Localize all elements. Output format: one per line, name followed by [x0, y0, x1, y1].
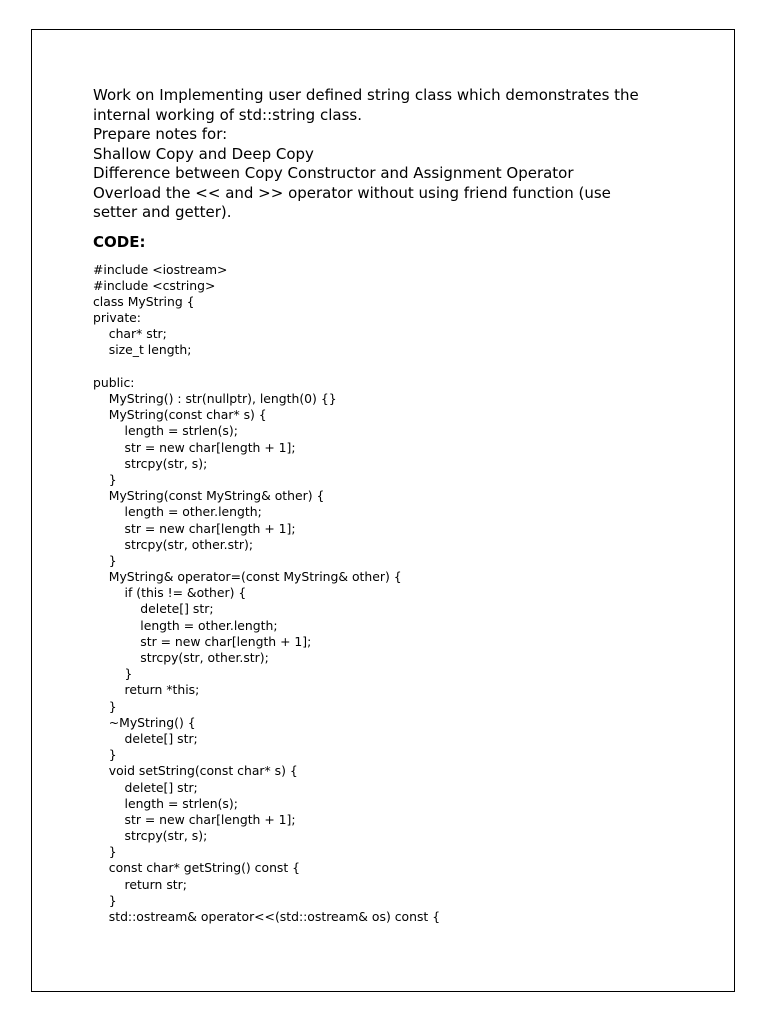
code-line: strcpy(str, s);	[93, 455, 208, 471]
intro-line: setter and getter).	[93, 203, 232, 221]
code-line: }	[93, 471, 117, 487]
code-block	[93, 262, 713, 926]
intro-text	[93, 86, 713, 223]
code-line: length = other.length;	[93, 617, 278, 633]
code-line: }	[93, 698, 117, 714]
code-line: strcpy(str, s);	[93, 828, 208, 844]
intro-line: Shallow Copy and Deep Copy	[93, 144, 314, 163]
code-line: delete[] str;	[93, 779, 198, 795]
code-line: void setString(const char* s) {	[93, 763, 298, 779]
code-line: #include <cstring>	[93, 277, 216, 293]
code-line: return *this;	[93, 682, 200, 698]
code-line: MyString() : str(nullptr), length(0) {}	[93, 391, 337, 406]
code-line: }	[93, 747, 117, 763]
code-line: private:	[93, 310, 141, 326]
code-line: MyString(const char* s) {	[93, 407, 267, 423]
intro-line: Difference between Copy Constructor and Assignment Operator	[93, 164, 574, 182]
code-line: str = new char[length + 1];	[93, 633, 312, 649]
code-line: }	[93, 666, 133, 682]
document-content	[93, 86, 713, 925]
code-line: std::ostream& operator<<(std::ostream& os) const {	[93, 909, 441, 924]
intro-line: Work on Implementing user defined string class which demonstrates the	[93, 86, 639, 104]
code-line: return str;	[93, 876, 187, 892]
code-line: str = new char[length + 1];	[93, 439, 296, 455]
intro-line: internal working of std::string class.	[93, 105, 362, 124]
code-line: size_t length;	[93, 342, 192, 358]
code-line: public:	[93, 374, 135, 390]
code-line: MyString(const MyString& other) {	[93, 488, 325, 504]
code-line: MyString& operator=(const MyString& other) {	[93, 569, 402, 585]
code-line: length = other.length;	[93, 504, 262, 520]
intro-line: Overload the << and >> operator without using friend function (use	[93, 183, 611, 202]
code-line: const char* getString() const {	[93, 860, 301, 876]
code-line: str = new char[length + 1];	[93, 520, 296, 536]
code-line: ~MyString() {	[93, 714, 196, 730]
code-line: length = strlen(s);	[93, 423, 238, 439]
code-line: class MyString {	[93, 293, 195, 309]
code-line: str = new char[length + 1];	[93, 811, 296, 827]
code-line: }	[93, 892, 117, 908]
code-line: delete[] str;	[93, 730, 198, 746]
code-line: strcpy(str, other.str);	[93, 536, 254, 552]
code-heading: CODE:	[93, 232, 146, 251]
intro-line: Prepare notes for:	[93, 125, 228, 143]
code-line: char* str;	[93, 326, 167, 342]
code-line: strcpy(str, other.str);	[93, 650, 269, 665]
code-line: length = strlen(s);	[93, 795, 238, 811]
code-line: }	[93, 552, 117, 568]
code-line: #include <iostream>	[93, 261, 228, 277]
code-line	[93, 359, 713, 375]
code-line: if (this != &other) {	[93, 585, 247, 601]
code-line: delete[] str;	[93, 601, 214, 617]
code-line: }	[93, 844, 117, 860]
